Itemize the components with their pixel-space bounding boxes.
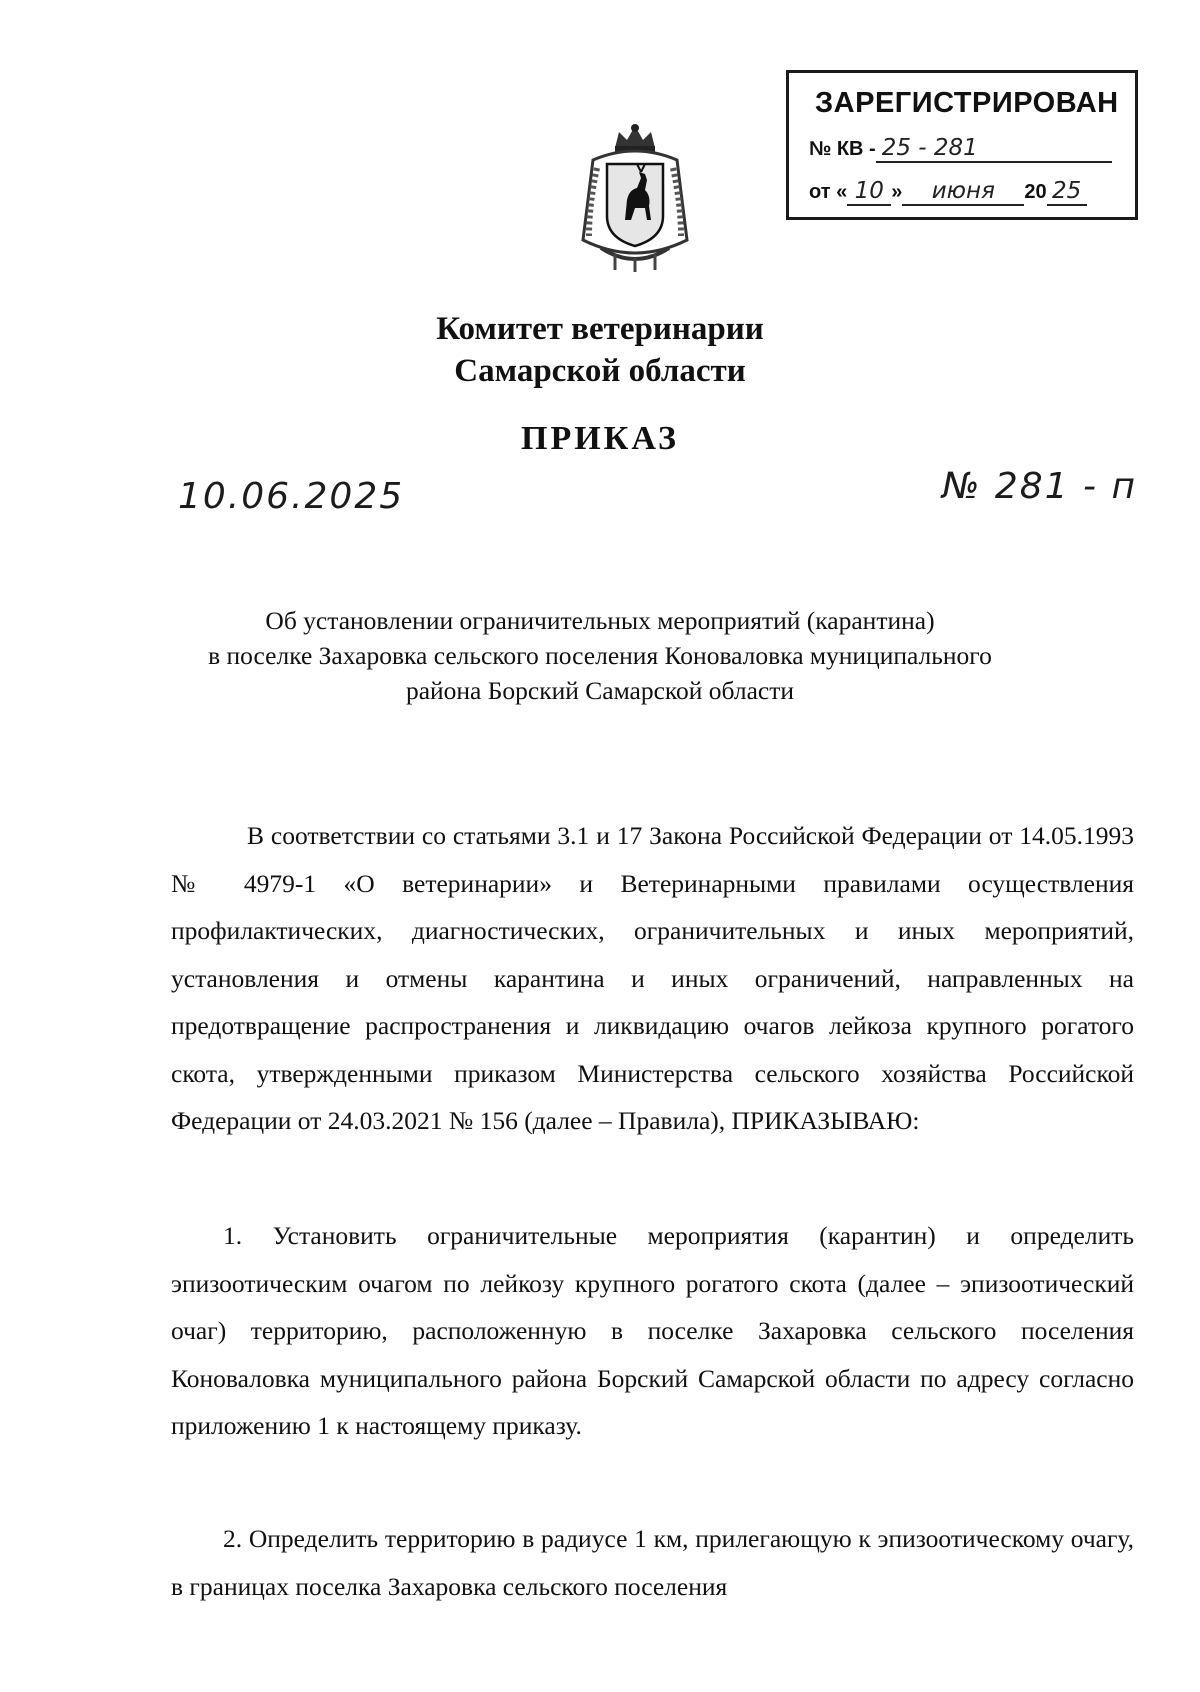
stamp-number-prefix: № КВ - (809, 138, 876, 160)
registration-stamp (786, 70, 1138, 220)
document-type: ПРИКАЗ (521, 420, 679, 457)
document-number: № 281 - п (942, 466, 1138, 507)
stamp-date-day: 10 (847, 178, 891, 206)
document-subject (0, 603, 1200, 708)
stamp-number-value: 25 - 281 (876, 135, 1112, 163)
organization-line-2: Самарской области (454, 353, 746, 389)
order-item-2 (171, 1515, 1134, 1610)
preamble (171, 812, 1134, 1145)
stamp-date-mid: » (891, 181, 903, 203)
subject-line-2: в поселке Захаровка сельского поселения Коноваловка муниципального (208, 641, 992, 670)
stamp-number-line (809, 135, 1112, 163)
subject-line-3: района Борский Самарской области (405, 676, 795, 705)
organization-name (0, 308, 1200, 392)
stamp-date-line (809, 178, 1087, 206)
order-item-1-text: 1. Установить ограничительные мероприятия (карантин) и определить эпизоотическим очагом по лейкозу крупного рогатого скота (далее – эпизоотический очаг) территорию, расположенную в поселке Захаровка сельского поселения Коноваловка муниципального района Борский Самарской области по адресу согласно приложению 1 к настоящему приказу. (171, 1221, 1134, 1440)
preamble-paragraph: В соответствии со статьями 3.1 и 17 Закона Российской Федерации от 14.05.1993 № 4979-1 «О ветеринарии» и Ветеринарными правилами осуществления профилактических, диагностических, ограничительных и иных мероприятий, установления и отмены карантина и иных ограничений, направленных на предотвращение распространения и ликвидацию очагов лейкоза крупного рогатого скота, утвержденными приказом Министерства сельского хозяйства Российской Федерации от 24.03.2021 № 156 (далее – Правила), ПРИКАЗЫВАЮ: (171, 821, 1134, 1135)
order-item-2-text: 2. Определить территорию в радиусе 1 км, прилегающую к эпизоотическому очагу, в границах поселка Захаровка сельского поселения (171, 1524, 1134, 1601)
stamp-date-year-prefix: 20 (1024, 181, 1047, 203)
order-item-1 (171, 1212, 1134, 1450)
stamp-date-prefix: от « (809, 181, 848, 203)
samara-coat-of-arms-icon (575, 120, 695, 272)
subject-line-1: Об установлении ограничительных мероприятий (карантина) (265, 606, 935, 635)
stamp-date-year-suffix: 25 (1047, 178, 1087, 206)
organization-line-1: Комитет ветеринарии (436, 311, 764, 347)
document-date: 10.06.2025 (178, 476, 405, 517)
stamp-title: ЗАРЕГИСТРИРОВАН (815, 87, 1119, 119)
stamp-date-month: июня (902, 178, 1024, 206)
